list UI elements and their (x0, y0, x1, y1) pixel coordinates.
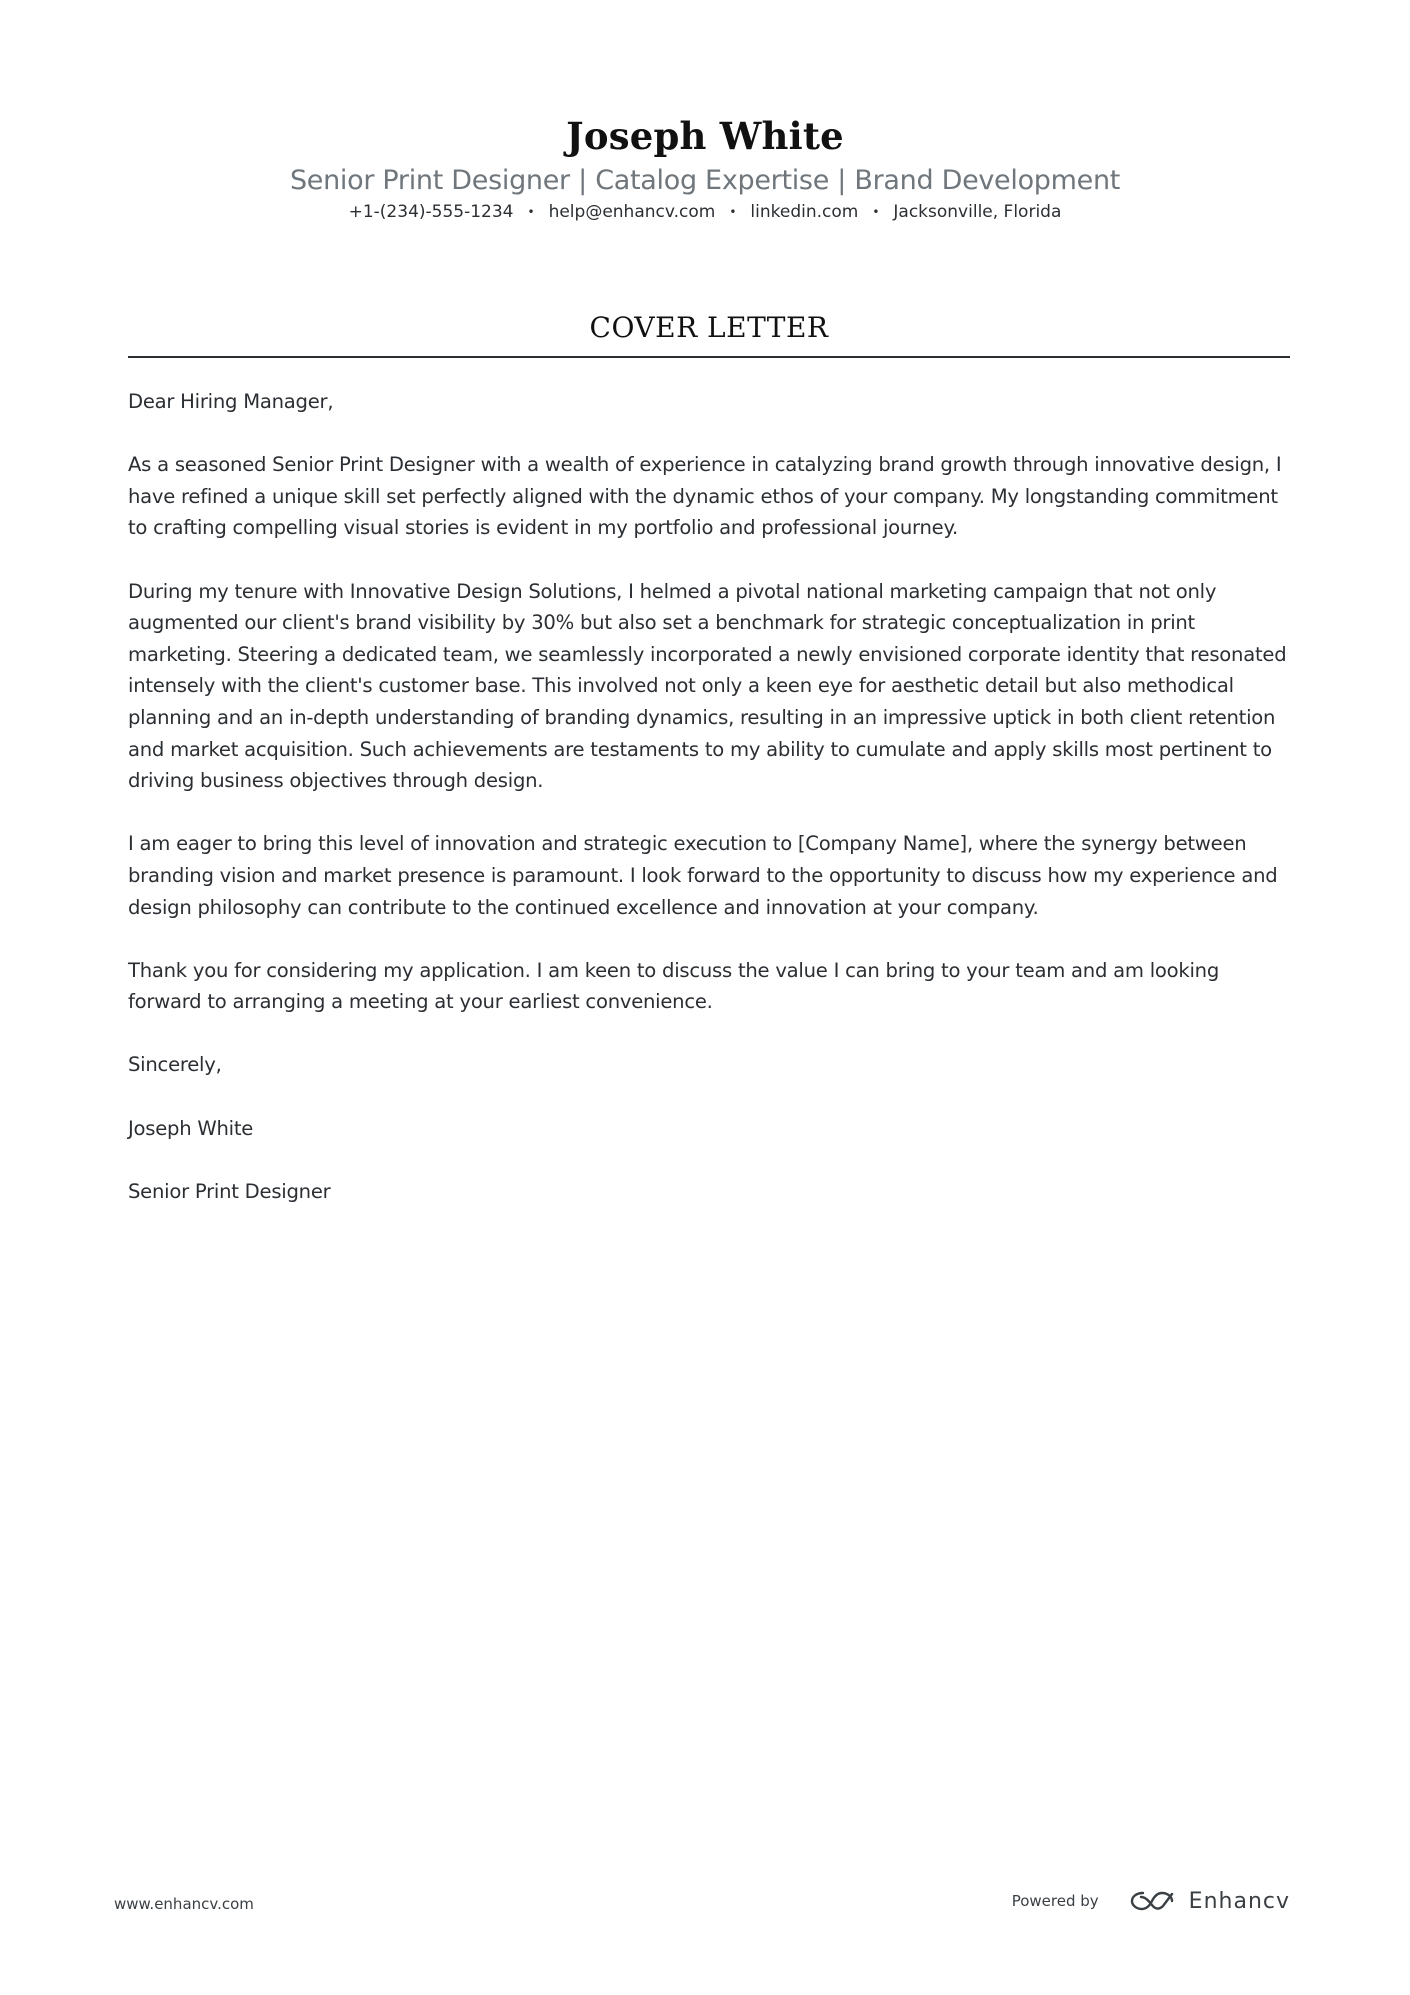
signature-title: Senior Print Designer (128, 1179, 331, 1203)
brand-name: Enhancv (1188, 1888, 1290, 1914)
letter-greeting: Dear Hiring Manager, (128, 390, 334, 413)
candidate-name: Joseph White (566, 114, 844, 158)
letter-paragraph-1: As a seasoned Senior Print Designer with a wealth of experience in catalyzing brand growth through innovative design, I have refined a unique skill set perfectly aligned with the dynamic ethos of your company. My longstanding commitment to crafting compelling visual stories is evident in my portfolio and professional journey. (128, 453, 1282, 540)
footer-branding (1012, 1888, 1290, 1914)
enhancv-logo-icon (1129, 1888, 1175, 1914)
contact-phone: +1-(234)-555-1234 (348, 202, 514, 222)
letter-body (128, 386, 1290, 1239)
contact-email: help@enhancv.com (548, 202, 716, 222)
letter-paragraph-4: Thank you for considering my application. I am keen to discuss the value I can bring to your team and am looking forward to arranging a meeting at your earliest convenience. (128, 958, 1220, 1014)
footer-website: www.enhancv.com (114, 1895, 254, 1913)
contact-separator: • (527, 205, 535, 219)
letter-paragraph-2: During my tenure with Innovative Design Solutions, I helmed a pivotal national marketing campaign that not only augmented our client's brand visibility by 30% but also set a benchmark for strategic conceptualization in print marketing. Steering a dedicated team, we seamlessly incorporated a newly envisioned corporate identity that resonated intensely with the client's customer base. This involved not only a keen eye for aesthetic detail but also methodical planning and an in-depth understanding of branding dynamics, resulting in an impressive uptick in both client retention and market acquisition. Such achievements are testaments to my ability to cumulate and apply skills most pertinent to driving business objectives through design. (128, 579, 1287, 793)
contact-linkedin: linkedin.com (750, 202, 859, 222)
header (0, 112, 1410, 224)
letter-paragraph-3: I am eager to bring this level of innovation and strategic execution to [Company Name], where the synergy between branding vision and market presence is paramount. I look forward to the opportunity to discuss how my experience and design philosophy can contribute to the continued excellence and innovation at your company. (128, 832, 1278, 919)
contact-line (0, 200, 1410, 224)
contact-separator: • (729, 205, 737, 219)
powered-by-label: Powered by (1011, 1892, 1099, 1910)
section-title: COVER LETTER (589, 311, 829, 344)
candidate-subtitle: Senior Print Designer | Catalog Expertise | Brand Development (289, 165, 1121, 196)
contact-location: Jacksonville, Florida (893, 202, 1062, 222)
letter-closing: Sincerely, (128, 1053, 222, 1077)
section-divider (128, 356, 1290, 358)
signature-name: Joseph White (128, 1116, 254, 1140)
contact-separator: • (872, 205, 880, 219)
